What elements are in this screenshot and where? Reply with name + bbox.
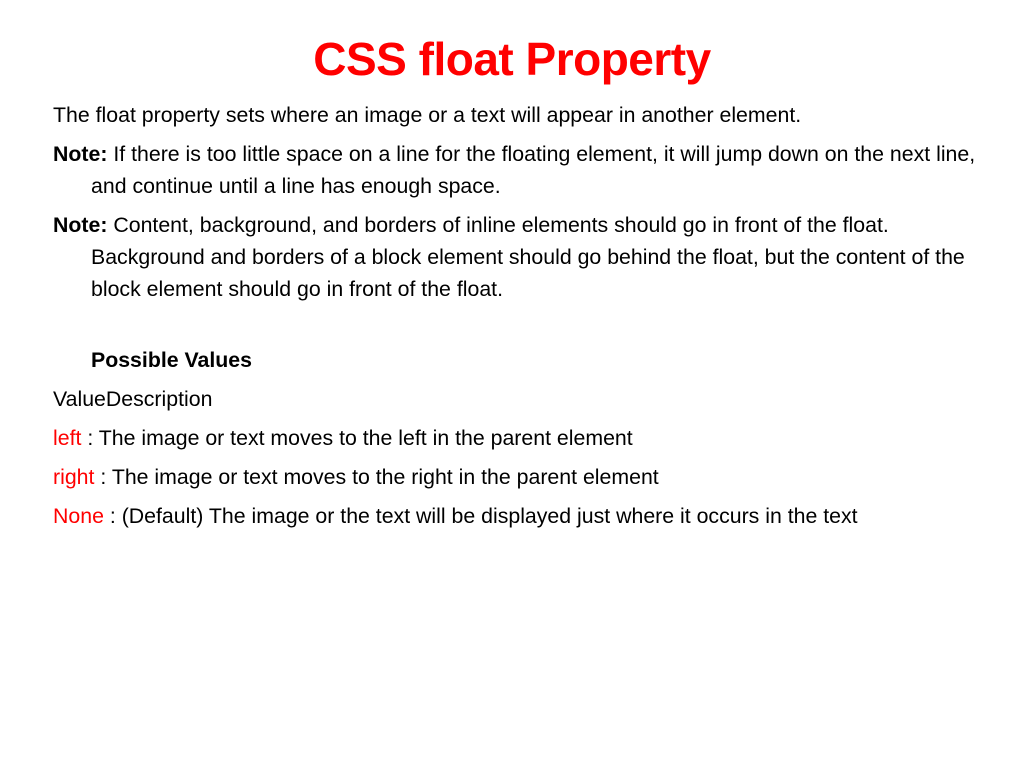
value-description: The image or text moves to the left in the parent element [98, 426, 633, 450]
value-description: (Default) The image or the text will be displayed just where it occurs in the text [121, 504, 858, 528]
possible-values-heading: Possible Values [91, 348, 252, 372]
value-row-left [53, 422, 983, 454]
value-name: None [53, 504, 104, 528]
blank-line [53, 312, 983, 344]
value-name: left [53, 426, 82, 450]
value-row-none [53, 500, 983, 532]
note-text: If there is too little space on a line for the floating element, it will jump down on the next line, and continue until a line has enough space. [91, 142, 976, 198]
value-table-header: ValueDescription [53, 387, 213, 411]
slide-body [53, 99, 983, 539]
intro-paragraph: The float property sets where an image or a text will appear in another element. [53, 103, 802, 127]
value-separator: : [94, 465, 112, 489]
note-paragraph-2 [53, 209, 983, 305]
note-label: Note: [53, 213, 108, 237]
note-text: Content, background, and borders of inline elements should go in front of the float. Background and borders of a block element should go behind the float, but the content of the block element should go in front of the float. [91, 213, 965, 301]
note-paragraph-1 [53, 138, 983, 202]
slide-title: CSS float Property [313, 33, 711, 85]
note-label: Note: [53, 142, 108, 166]
value-row-right [53, 461, 983, 493]
value-name: right [53, 465, 95, 489]
value-separator: : [81, 426, 99, 450]
value-description: The image or text moves to the right in the parent element [111, 465, 659, 489]
value-separator: : [103, 504, 122, 528]
